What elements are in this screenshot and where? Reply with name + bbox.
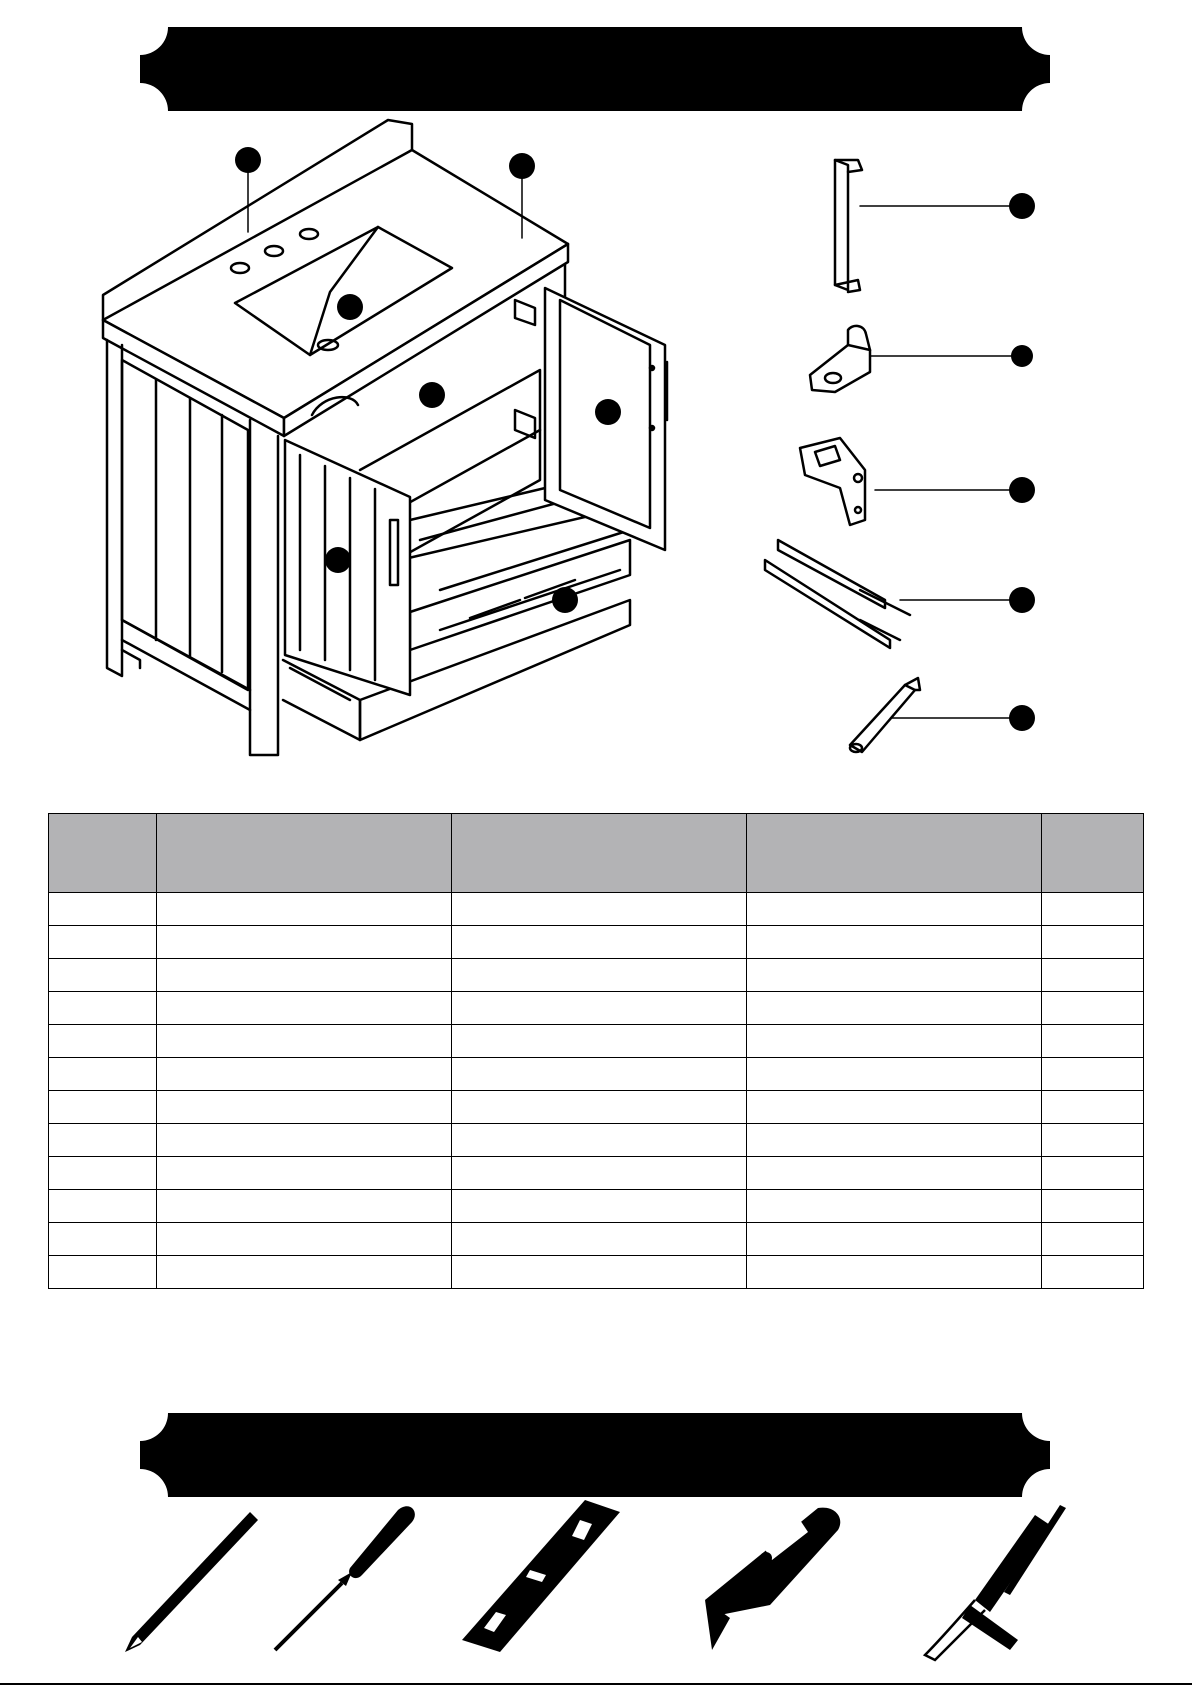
table-header-row: [49, 814, 1144, 893]
table-cell: [49, 1058, 157, 1091]
hinges: [515, 300, 535, 438]
table-cell: [1042, 1058, 1144, 1091]
caulking-gun-icon: [925, 1505, 1066, 1660]
table-cell: [49, 992, 157, 1025]
table-cell: [49, 893, 157, 926]
table-cell: [747, 1025, 1042, 1058]
hinge-hardware: [800, 438, 865, 525]
table-cell: [452, 1157, 747, 1190]
table-cell: [157, 1190, 452, 1223]
table-cell: [747, 992, 1042, 1025]
table-row: [49, 1091, 1144, 1124]
table-cell: [49, 959, 157, 992]
table-cell: [1042, 926, 1144, 959]
table-row: [49, 1190, 1144, 1223]
table-cell: [49, 1025, 157, 1058]
table-cell: [157, 959, 452, 992]
table-cell: [157, 926, 452, 959]
vanity-illustration: [0, 110, 1192, 770]
header-cell: [452, 814, 747, 893]
table-cell: [452, 1223, 747, 1256]
parts-list-table: [48, 813, 1144, 1289]
table-cell: [452, 959, 747, 992]
table-cell: [157, 893, 452, 926]
header-cell: [157, 814, 452, 893]
tools-header-title: [140, 1413, 1050, 1497]
table-cell: [747, 1058, 1042, 1091]
table-cell: [157, 1091, 452, 1124]
table-body: [49, 893, 1144, 1289]
table-cell: [747, 1157, 1042, 1190]
header-cell: [49, 814, 157, 893]
table-cell: [452, 926, 747, 959]
table-cell: [157, 1157, 452, 1190]
table-cell: [157, 1256, 452, 1289]
table-cell: [1042, 992, 1144, 1025]
table-row: [49, 1025, 1144, 1058]
table-cell: [157, 1223, 452, 1256]
table-cell: [49, 1223, 157, 1256]
table-cell: [747, 926, 1042, 959]
table-cell: [1042, 1157, 1144, 1190]
pencil-icon: [125, 1512, 258, 1652]
table-cell: [1042, 959, 1144, 992]
table-cell: [49, 926, 157, 959]
table-cell: [452, 1256, 747, 1289]
table-cell: [1042, 1256, 1144, 1289]
table-cell: [747, 893, 1042, 926]
table-cell: [747, 1091, 1042, 1124]
header-cell: [1042, 814, 1144, 893]
drawer-slide-hardware: [765, 540, 910, 648]
header-cell: [747, 814, 1042, 893]
shelf-clip-hardware: [810, 326, 870, 392]
table-cell: [747, 1256, 1042, 1289]
table-cell: [452, 1058, 747, 1091]
table-cell: [452, 893, 747, 926]
table-cell: [49, 1124, 157, 1157]
table-cell: [1042, 893, 1144, 926]
table-cell: [747, 1190, 1042, 1223]
table-cell: [452, 1025, 747, 1058]
utility-knife-icon: [705, 1508, 840, 1650]
table-cell: [1042, 1025, 1144, 1058]
table-row: [49, 1124, 1144, 1157]
table-cell: [157, 1025, 452, 1058]
table-cell: [747, 1124, 1042, 1157]
level-icon: [462, 1500, 620, 1652]
parts-header-banner: [140, 27, 1050, 111]
table-cell: [1042, 1223, 1144, 1256]
table-cell: [157, 1058, 452, 1091]
screwdriver-icon: [275, 1506, 415, 1650]
table-cell: [157, 1124, 452, 1157]
table-row: [49, 959, 1144, 992]
table-cell: [49, 1256, 157, 1289]
table-cell: [452, 1091, 747, 1124]
table-row: [49, 992, 1144, 1025]
table-cell: [49, 1091, 157, 1124]
handle-hardware: [835, 160, 862, 292]
table-cell: [452, 992, 747, 1025]
tools-header-banner: [140, 1413, 1050, 1497]
table-cell: [49, 1190, 157, 1223]
table-row: [49, 926, 1144, 959]
table-cell: [157, 992, 452, 1025]
table-cell: [1042, 1124, 1144, 1157]
table-cell: [49, 1157, 157, 1190]
table-row: [49, 1256, 1144, 1289]
table-cell: [747, 1223, 1042, 1256]
tools-row: [0, 1495, 1192, 1675]
table-row: [49, 1223, 1144, 1256]
parts-header-title: [140, 27, 1050, 111]
table-row: [49, 1157, 1144, 1190]
table-cell: [747, 959, 1042, 992]
dowel-hardware: [850, 678, 920, 752]
table-row: [49, 1058, 1144, 1091]
table-cell: [452, 1124, 747, 1157]
table-row: [49, 893, 1144, 926]
table-cell: [452, 1190, 747, 1223]
table-cell: [1042, 1091, 1144, 1124]
table-cell: [1042, 1190, 1144, 1223]
